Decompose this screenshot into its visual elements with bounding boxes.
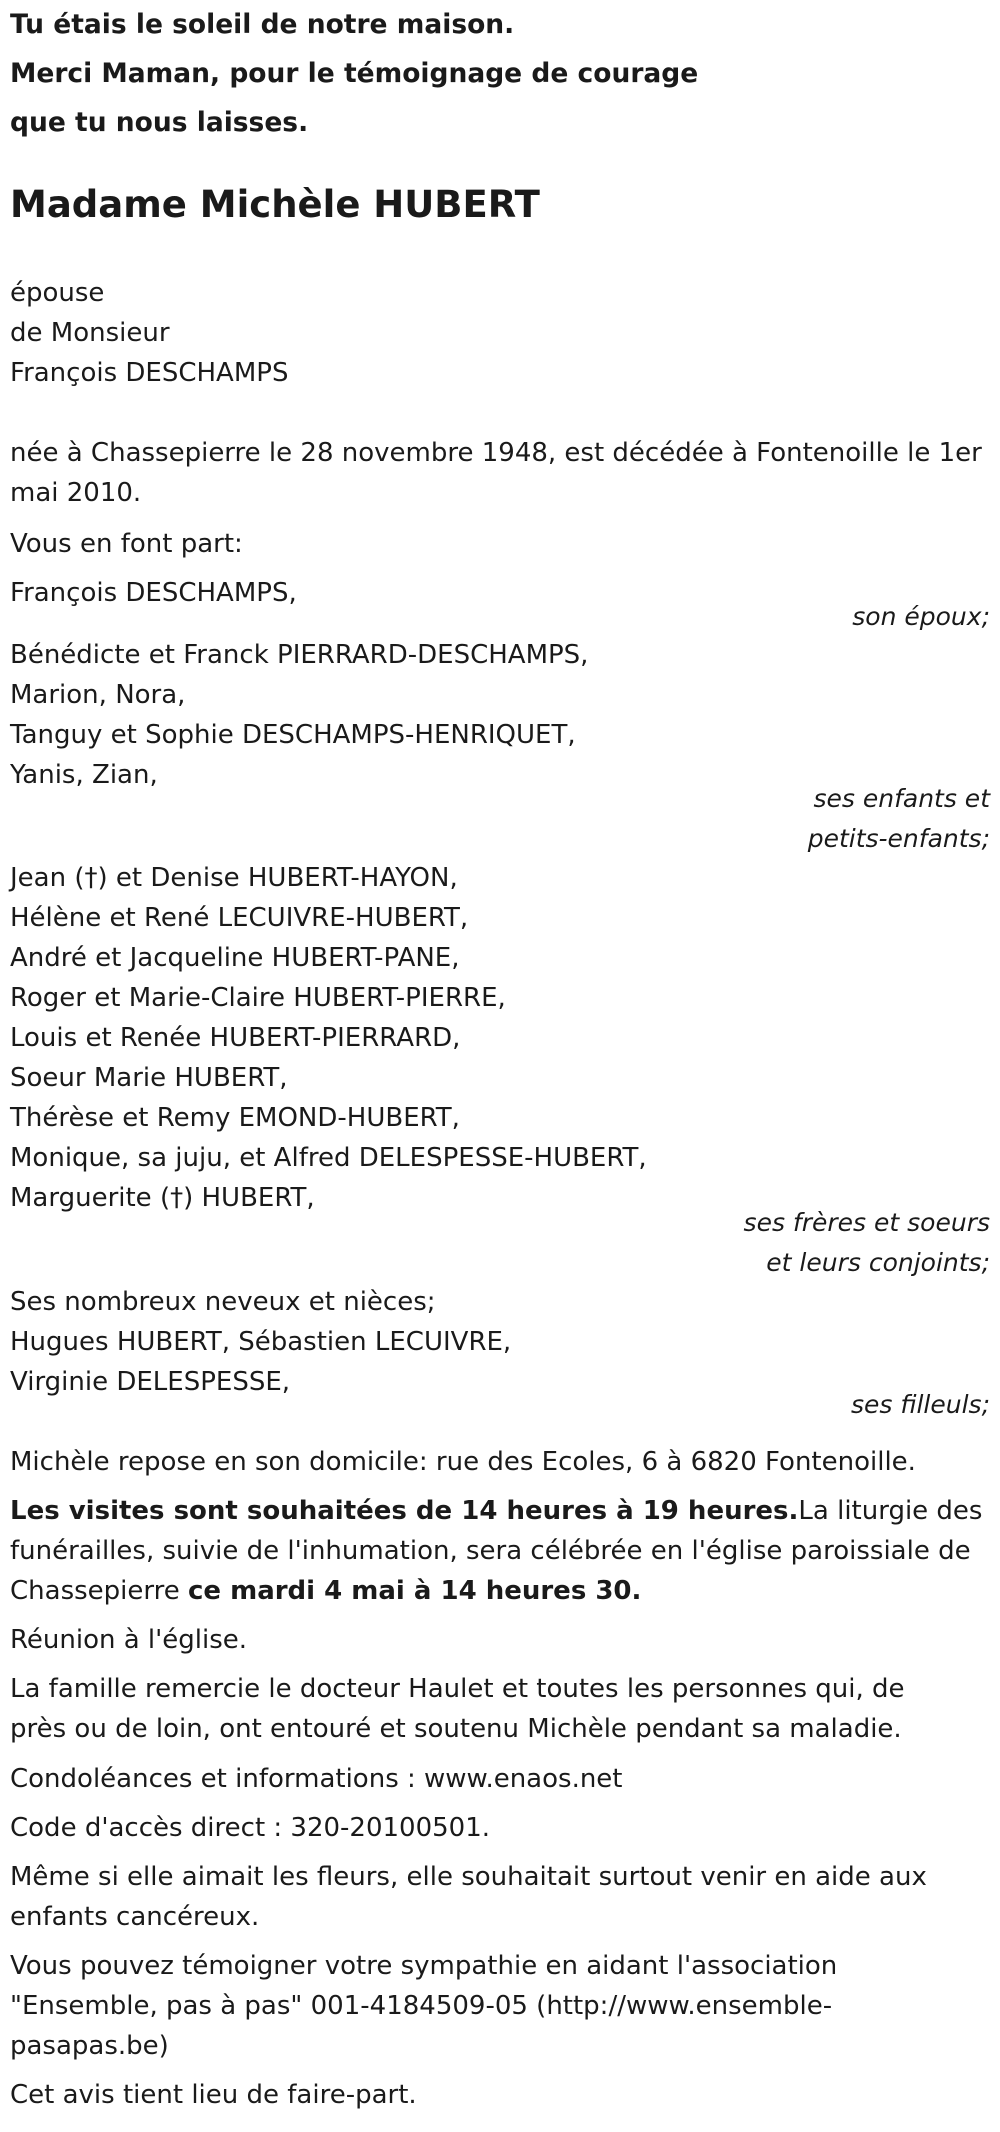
list-item: Monique, sa juju, et Alfred DELESPESSE-HUBERT,: [10, 1143, 647, 1173]
deceased-name: [10, 180, 990, 230]
intro-text: Vous en font part:: [10, 529, 243, 559]
list-item: Hugues HUBERT, Sébastien LECUIVRE,: [10, 1327, 512, 1357]
epigraph: [10, 0, 990, 147]
spouse-line: François DESCHAMPS: [10, 358, 289, 388]
siblings-list: [10, 858, 990, 1218]
visits-line: [10, 1491, 990, 1531]
children-role: petits-enfants;: [807, 824, 990, 853]
association-line: pasapas.be): [10, 2031, 169, 2061]
spouse-block: [10, 273, 990, 393]
reunion-text: Réunion à l'église.: [10, 1625, 248, 1655]
list-item: Virginie DELESPESSE,: [10, 1367, 291, 1397]
spouse-line: de Monsieur: [10, 318, 170, 348]
flowers-line: Même si elle aimait les fleurs, elle souhaitait surtout venir en aide aux: [10, 1862, 927, 1892]
condolences: [10, 1759, 990, 1799]
godchildren-role: ses filleuls;: [850, 1390, 990, 1419]
godchildren-role-block: [10, 1385, 990, 1425]
epigraph-line: que tu nous laisses.: [10, 107, 309, 138]
reunion: [10, 1620, 990, 1660]
repose: [10, 1442, 990, 1482]
family-spouse-role-block: [10, 597, 990, 637]
list-item: Bénédicte et Franck PIERRARD-DESCHAMPS,: [10, 640, 589, 670]
list-item: Louis et Renée HUBERT-PIERRARD,: [10, 1023, 461, 1053]
epigraph-line: Tu étais le soleil de notre maison.: [10, 9, 515, 40]
birth-death-line: née à Chassepierre le 28 novembre 1948, est décédée à Fontenoille le 1er: [10, 438, 982, 468]
thanks-line: près ou de loin, ont entouré et soutenu Michèle pendant sa maladie.: [10, 1714, 902, 1744]
birth-death-line: mai 2010.: [10, 478, 142, 508]
association: [10, 1946, 990, 2066]
visits-line: funérailles, suivie de l'inhumation, sera célébrée en l'église paroissiale de: [10, 1536, 971, 1566]
list-item: Roger et Marie-Claire HUBERT-PIERRE,: [10, 983, 506, 1013]
list-item: Jean (†) et Denise HUBERT-HAYON,: [10, 863, 458, 893]
closing: [10, 2075, 990, 2115]
funeral-date: ce mardi 4 mai à 14 heures 30.: [188, 1576, 642, 1606]
access-code: [10, 1808, 990, 1848]
closing-text: Cet avis tient lieu de faire-part.: [10, 2080, 417, 2110]
spouse-line: épouse: [10, 278, 105, 308]
condolences-text: Condoléances et informations : www.enaos.net: [10, 1764, 623, 1794]
list-item: Ses nombreux neveux et nièces;: [10, 1287, 436, 1317]
visits-rest: La liturgie des: [798, 1496, 983, 1526]
siblings-role: ses frères et soeurs: [743, 1208, 990, 1237]
deceased-name-heading: Madame Michèle HUBERT: [10, 183, 540, 226]
association-line: "Ensemble, pas à pas" 001-4184509-05 (http://www.ensemble-: [10, 1991, 833, 2021]
visits: [10, 1491, 990, 1611]
thanks-line: La famille remercie le docteur Haulet et toutes les personnes qui, de: [10, 1674, 905, 1704]
intro: [10, 524, 990, 564]
visits-line: [10, 1571, 990, 1611]
children-role: ses enfants et: [813, 784, 990, 813]
list-item: Yanis, Zian,: [10, 760, 158, 790]
list-item: André et Jacqueline HUBERT-PANE,: [10, 943, 460, 973]
access-code-text: Code d'accès direct : 320-20100501.: [10, 1813, 491, 1843]
siblings-role-block: [10, 1203, 990, 1283]
list-item: Hélène et René LECUIVRE-HUBERT,: [10, 903, 469, 933]
family-spouse-role: son époux;: [852, 602, 990, 631]
association-line: Vous pouvez témoigner votre sympathie en aidant l'association: [10, 1951, 838, 1981]
list-item: Soeur Marie HUBERT,: [10, 1063, 288, 1093]
siblings-role: et leurs conjoints;: [766, 1248, 990, 1277]
visits-place: Chassepierre: [10, 1576, 180, 1606]
flowers-line: enfants cancéreux.: [10, 1902, 260, 1932]
epigraph-line: Merci Maman, pour le témoignage de courage: [10, 58, 699, 89]
children-role-block: [10, 779, 990, 859]
thanks: [10, 1669, 990, 1749]
children-list: [10, 635, 990, 795]
flowers: [10, 1857, 990, 1937]
list-item: Marion, Nora,: [10, 680, 186, 710]
visits-hours: Les visites sont souhaitées de 14 heures à 19 heures.: [10, 1496, 799, 1526]
godchildren-list: [10, 1282, 990, 1402]
birth-death: [10, 433, 990, 513]
family-spouse-name: François DESCHAMPS,: [10, 578, 297, 608]
repose-text: Michèle repose en son domicile: rue des Ecoles, 6 à 6820 Fontenoille.: [10, 1447, 916, 1477]
list-item: Tanguy et Sophie DESCHAMPS-HENRIQUET,: [10, 720, 576, 750]
list-item: Thérèse et Remy EMOND-HUBERT,: [10, 1103, 460, 1133]
list-item: Marguerite (†) HUBERT,: [10, 1183, 315, 1213]
